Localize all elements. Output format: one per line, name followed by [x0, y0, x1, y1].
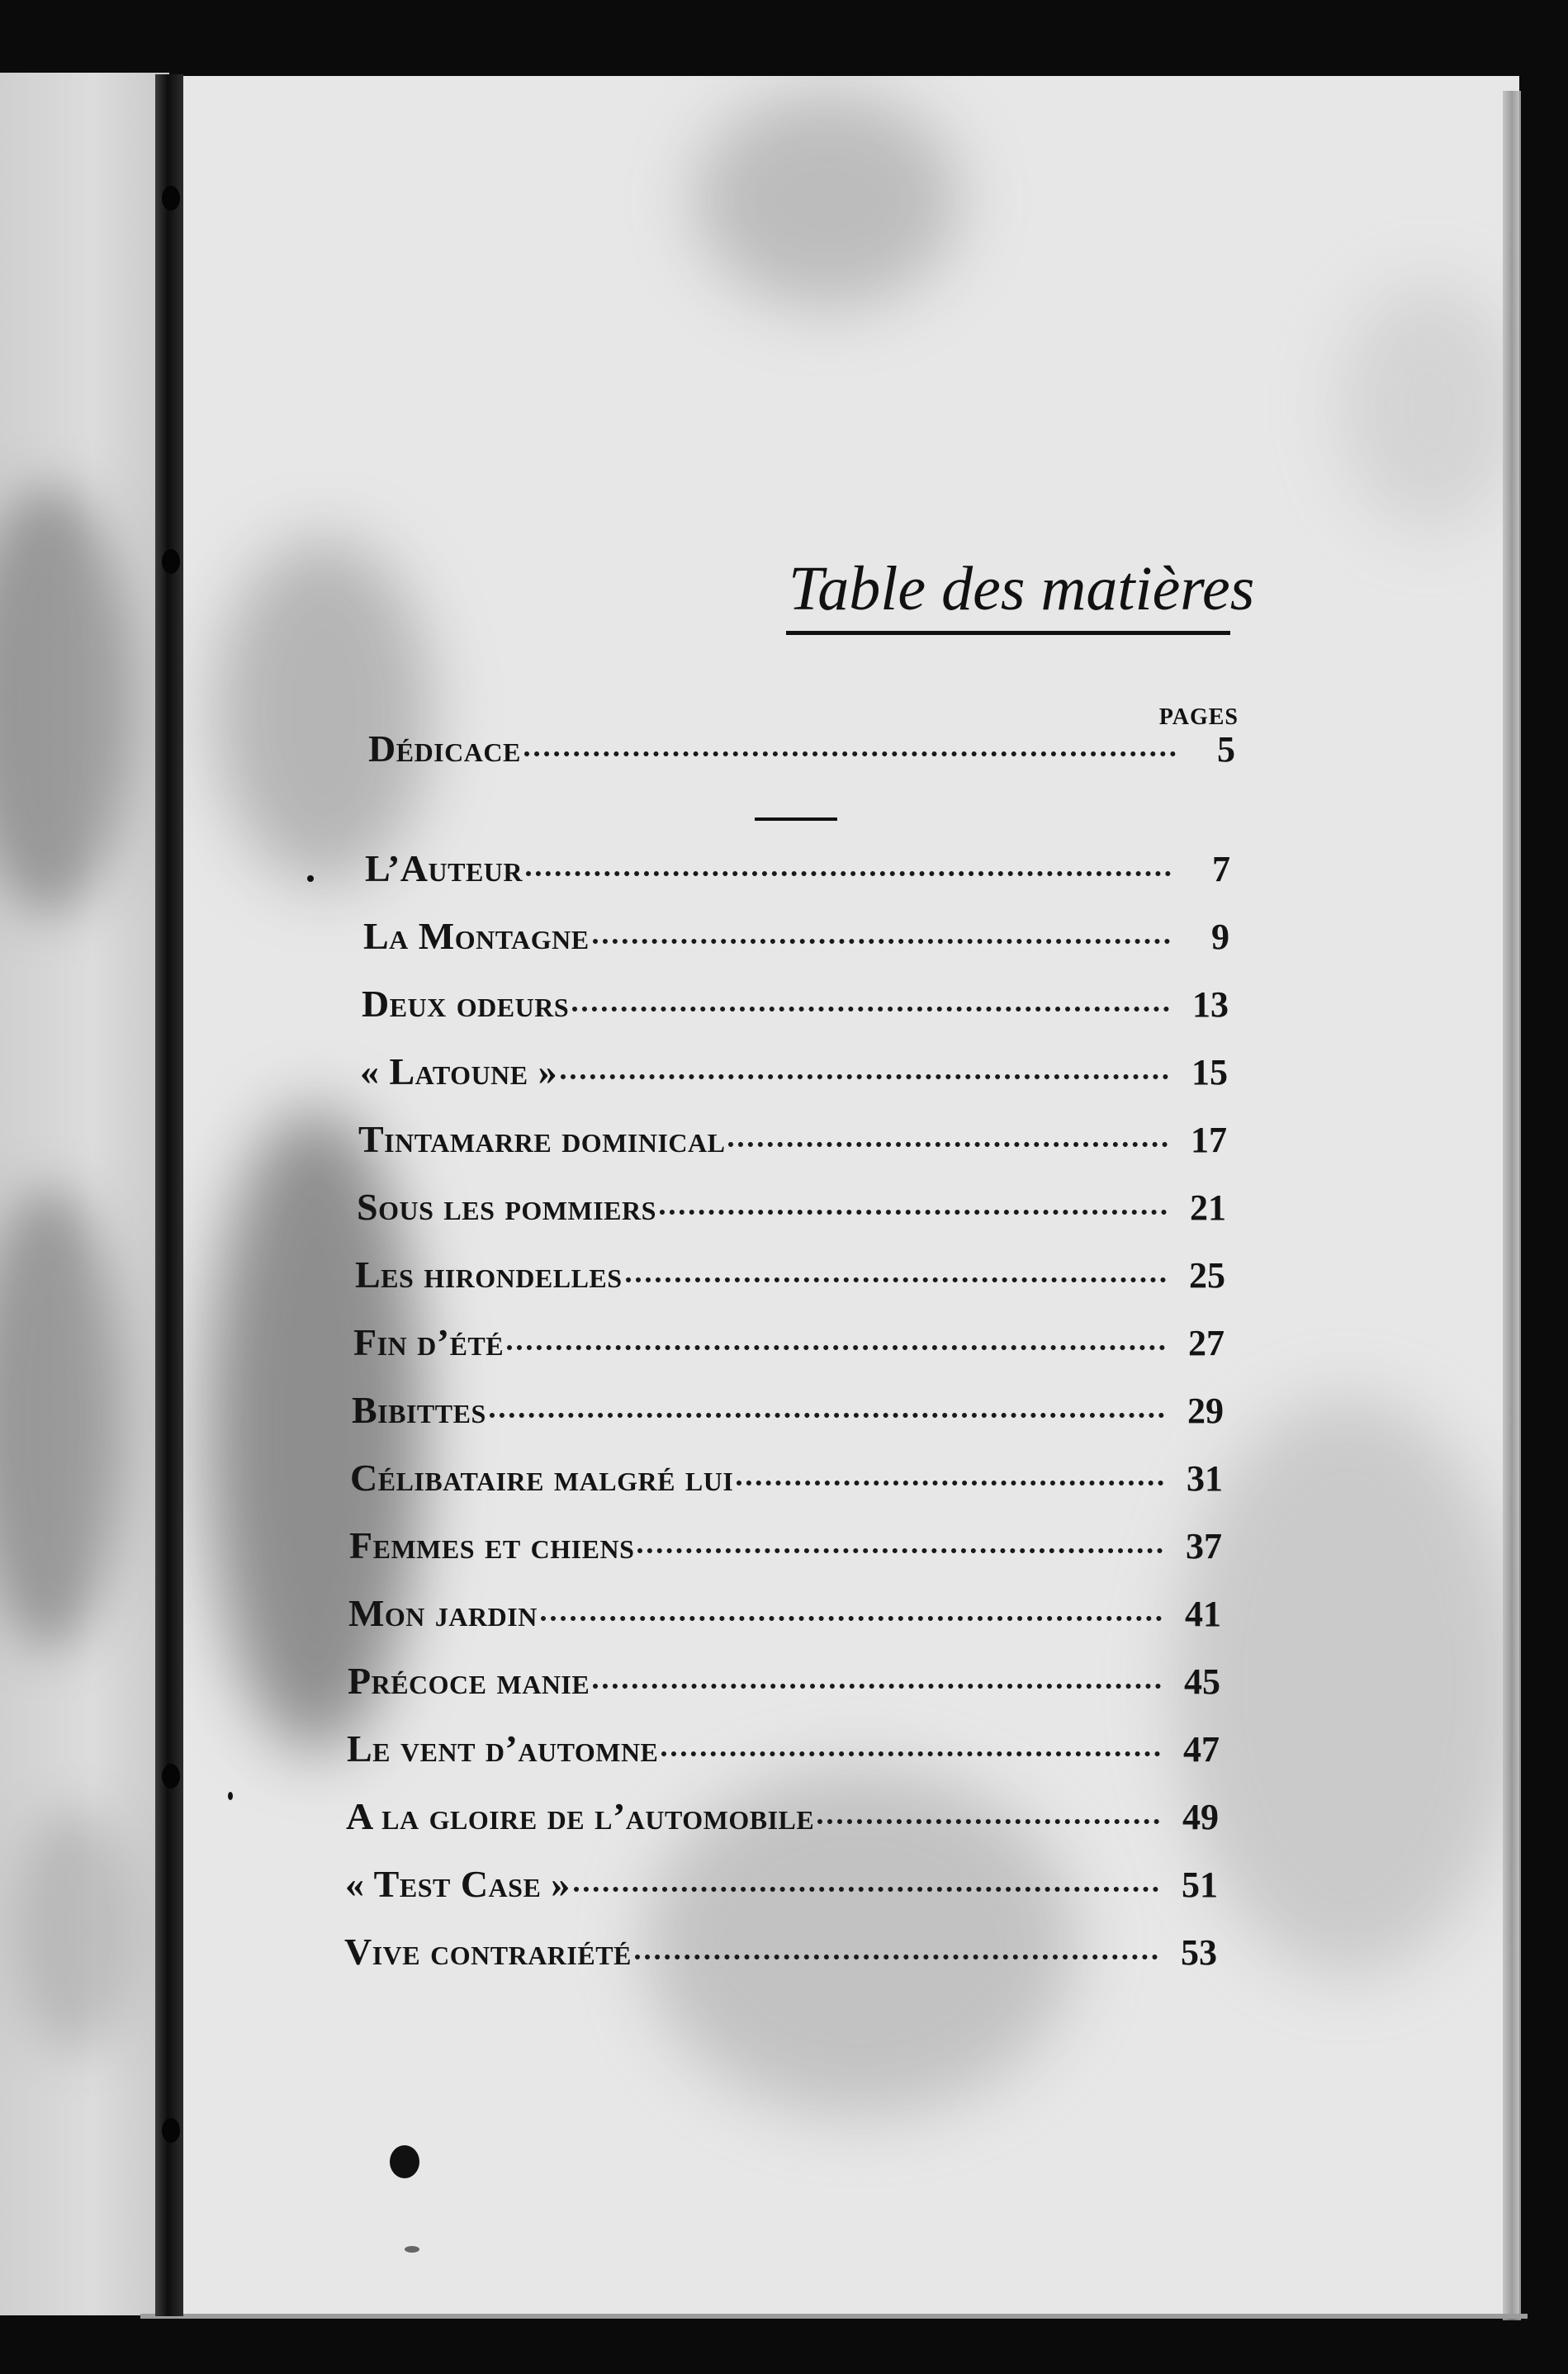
toc-entry[interactable]: [345, 1862, 1218, 1906]
leader-dots: [626, 1269, 1166, 1282]
binding-stitch: [162, 549, 180, 574]
toc-entry-page: 29: [1187, 1391, 1224, 1431]
stain: [695, 92, 959, 307]
toc-entry[interactable]: [346, 1794, 1219, 1838]
leader-dots: [541, 1608, 1162, 1621]
toc-entry[interactable]: [362, 982, 1229, 1026]
toc-entry-page: 25: [1189, 1255, 1225, 1296]
stain: [0, 1187, 124, 1650]
separator-rule: [755, 817, 837, 821]
toc-entry-page: 17: [1191, 1120, 1227, 1160]
toc-entry-title: Dédicace: [368, 727, 521, 770]
leader-dots: [660, 1201, 1167, 1215]
toc-entry-title: Deux odeurs: [362, 983, 570, 1025]
toc-entry-page: 37: [1186, 1526, 1222, 1566]
leader-dots: [593, 931, 1170, 944]
leader-dots: [637, 1540, 1163, 1553]
toc-entry-page: 51: [1182, 1865, 1218, 1905]
leader-dots: [574, 1879, 1158, 1892]
toc-entry-title: Mon jardin: [348, 1592, 538, 1634]
toc-entry-title: Fin d’été: [353, 1321, 505, 1363]
binding-stitch: [162, 1764, 180, 1789]
toc-entry[interactable]: [348, 1659, 1220, 1703]
toc-entry-title: Tintamarre dominical: [358, 1118, 726, 1160]
toc-entry-dedication[interactable]: [368, 727, 1235, 770]
page-edge-bottom: [140, 2314, 1528, 2319]
toc-entry-title: Bibittes: [352, 1389, 486, 1431]
toc-entry-page: 13: [1192, 984, 1229, 1025]
toc-entry-page: 53: [1181, 1932, 1217, 1973]
toc-entry-title: Précoce manie: [348, 1660, 590, 1702]
title-underline: [786, 631, 1230, 635]
toc-entry-title: Le vent d’automne: [347, 1727, 659, 1770]
stain: [1174, 1397, 1519, 1975]
toc-entry-title: « Test Case »: [345, 1863, 571, 1905]
toc-entry-title: « Latoune »: [360, 1050, 558, 1092]
stain: [1339, 282, 1519, 530]
toc-entry-page: 21: [1190, 1187, 1226, 1228]
toc-entry[interactable]: [357, 1185, 1226, 1229]
stain: [216, 538, 431, 885]
toc-entry[interactable]: [348, 1591, 1221, 1635]
stain: [17, 1807, 132, 2054]
toc-entry[interactable]: [350, 1456, 1223, 1500]
toc-title: Table des matières: [789, 554, 1255, 623]
toc-entry[interactable]: [355, 1253, 1225, 1296]
toc-entry[interactable]: [360, 1050, 1228, 1093]
leader-dots: [635, 1946, 1158, 1959]
leader-dots: [526, 863, 1171, 876]
toc-entry[interactable]: [365, 846, 1230, 890]
toc-entry-title: Vive contrariété: [344, 1931, 632, 1973]
ink-speck: [307, 875, 314, 882]
leader-dots: [661, 1743, 1160, 1756]
leader-dots: [737, 1472, 1163, 1486]
toc-entry-page: 15: [1191, 1052, 1228, 1092]
toc-entry-page: 9: [1211, 917, 1229, 957]
toc-entry[interactable]: [363, 914, 1229, 958]
leader-dots: [507, 1337, 1165, 1350]
binding-stitch: [162, 2118, 180, 2143]
toc-entry-page: 31: [1187, 1458, 1223, 1499]
toc-entry[interactable]: [358, 1117, 1227, 1161]
leader-dots: [817, 1811, 1159, 1824]
toc-entry[interactable]: [344, 1930, 1217, 1974]
toc-entry-page: 41: [1185, 1594, 1221, 1634]
leader-dots: [490, 1405, 1164, 1418]
facing-page: [0, 73, 169, 2315]
toc-entry-page: 27: [1188, 1323, 1225, 1363]
toc-entry-title: A la gloire de l’automobile: [346, 1795, 815, 1837]
ink-speck: [405, 2246, 419, 2253]
page-edge: [1503, 91, 1521, 2320]
pages-column-header: PAGES: [1158, 704, 1239, 730]
toc-entry[interactable]: [352, 1388, 1224, 1432]
toc-entry[interactable]: [349, 1523, 1222, 1567]
toc-entry-title: Femmes et chiens: [349, 1524, 635, 1566]
leader-dots: [593, 1675, 1161, 1689]
ink-blot: [390, 2145, 419, 2178]
leader-dots: [728, 1134, 1168, 1147]
toc-entry-page: 5: [1217, 729, 1235, 770]
toc-entry-title: Sous les pommiers: [357, 1186, 656, 1228]
leader-dots: [572, 998, 1169, 1012]
toc-entry-title: L’Auteur: [365, 847, 523, 889]
toc-entry-title: Célibataire malgré lui: [350, 1457, 734, 1499]
toc-entry-page: 45: [1184, 1661, 1220, 1702]
toc-entry-page: 49: [1182, 1797, 1219, 1837]
toc-entry[interactable]: [353, 1320, 1225, 1364]
ink-speck: [228, 1792, 233, 1800]
stain: [0, 486, 132, 915]
leader-dots: [561, 1066, 1168, 1079]
binding-stitch: [162, 186, 180, 211]
toc-entry[interactable]: [347, 1727, 1220, 1770]
leader-dots: [524, 743, 1176, 756]
toc-entry-page: 7: [1212, 849, 1230, 889]
book-spine: [155, 74, 183, 2316]
toc-entry-title: Les hirondelles: [355, 1253, 623, 1296]
toc-entry-page: 47: [1183, 1729, 1220, 1770]
toc-entry-title: La Montagne: [363, 915, 590, 957]
